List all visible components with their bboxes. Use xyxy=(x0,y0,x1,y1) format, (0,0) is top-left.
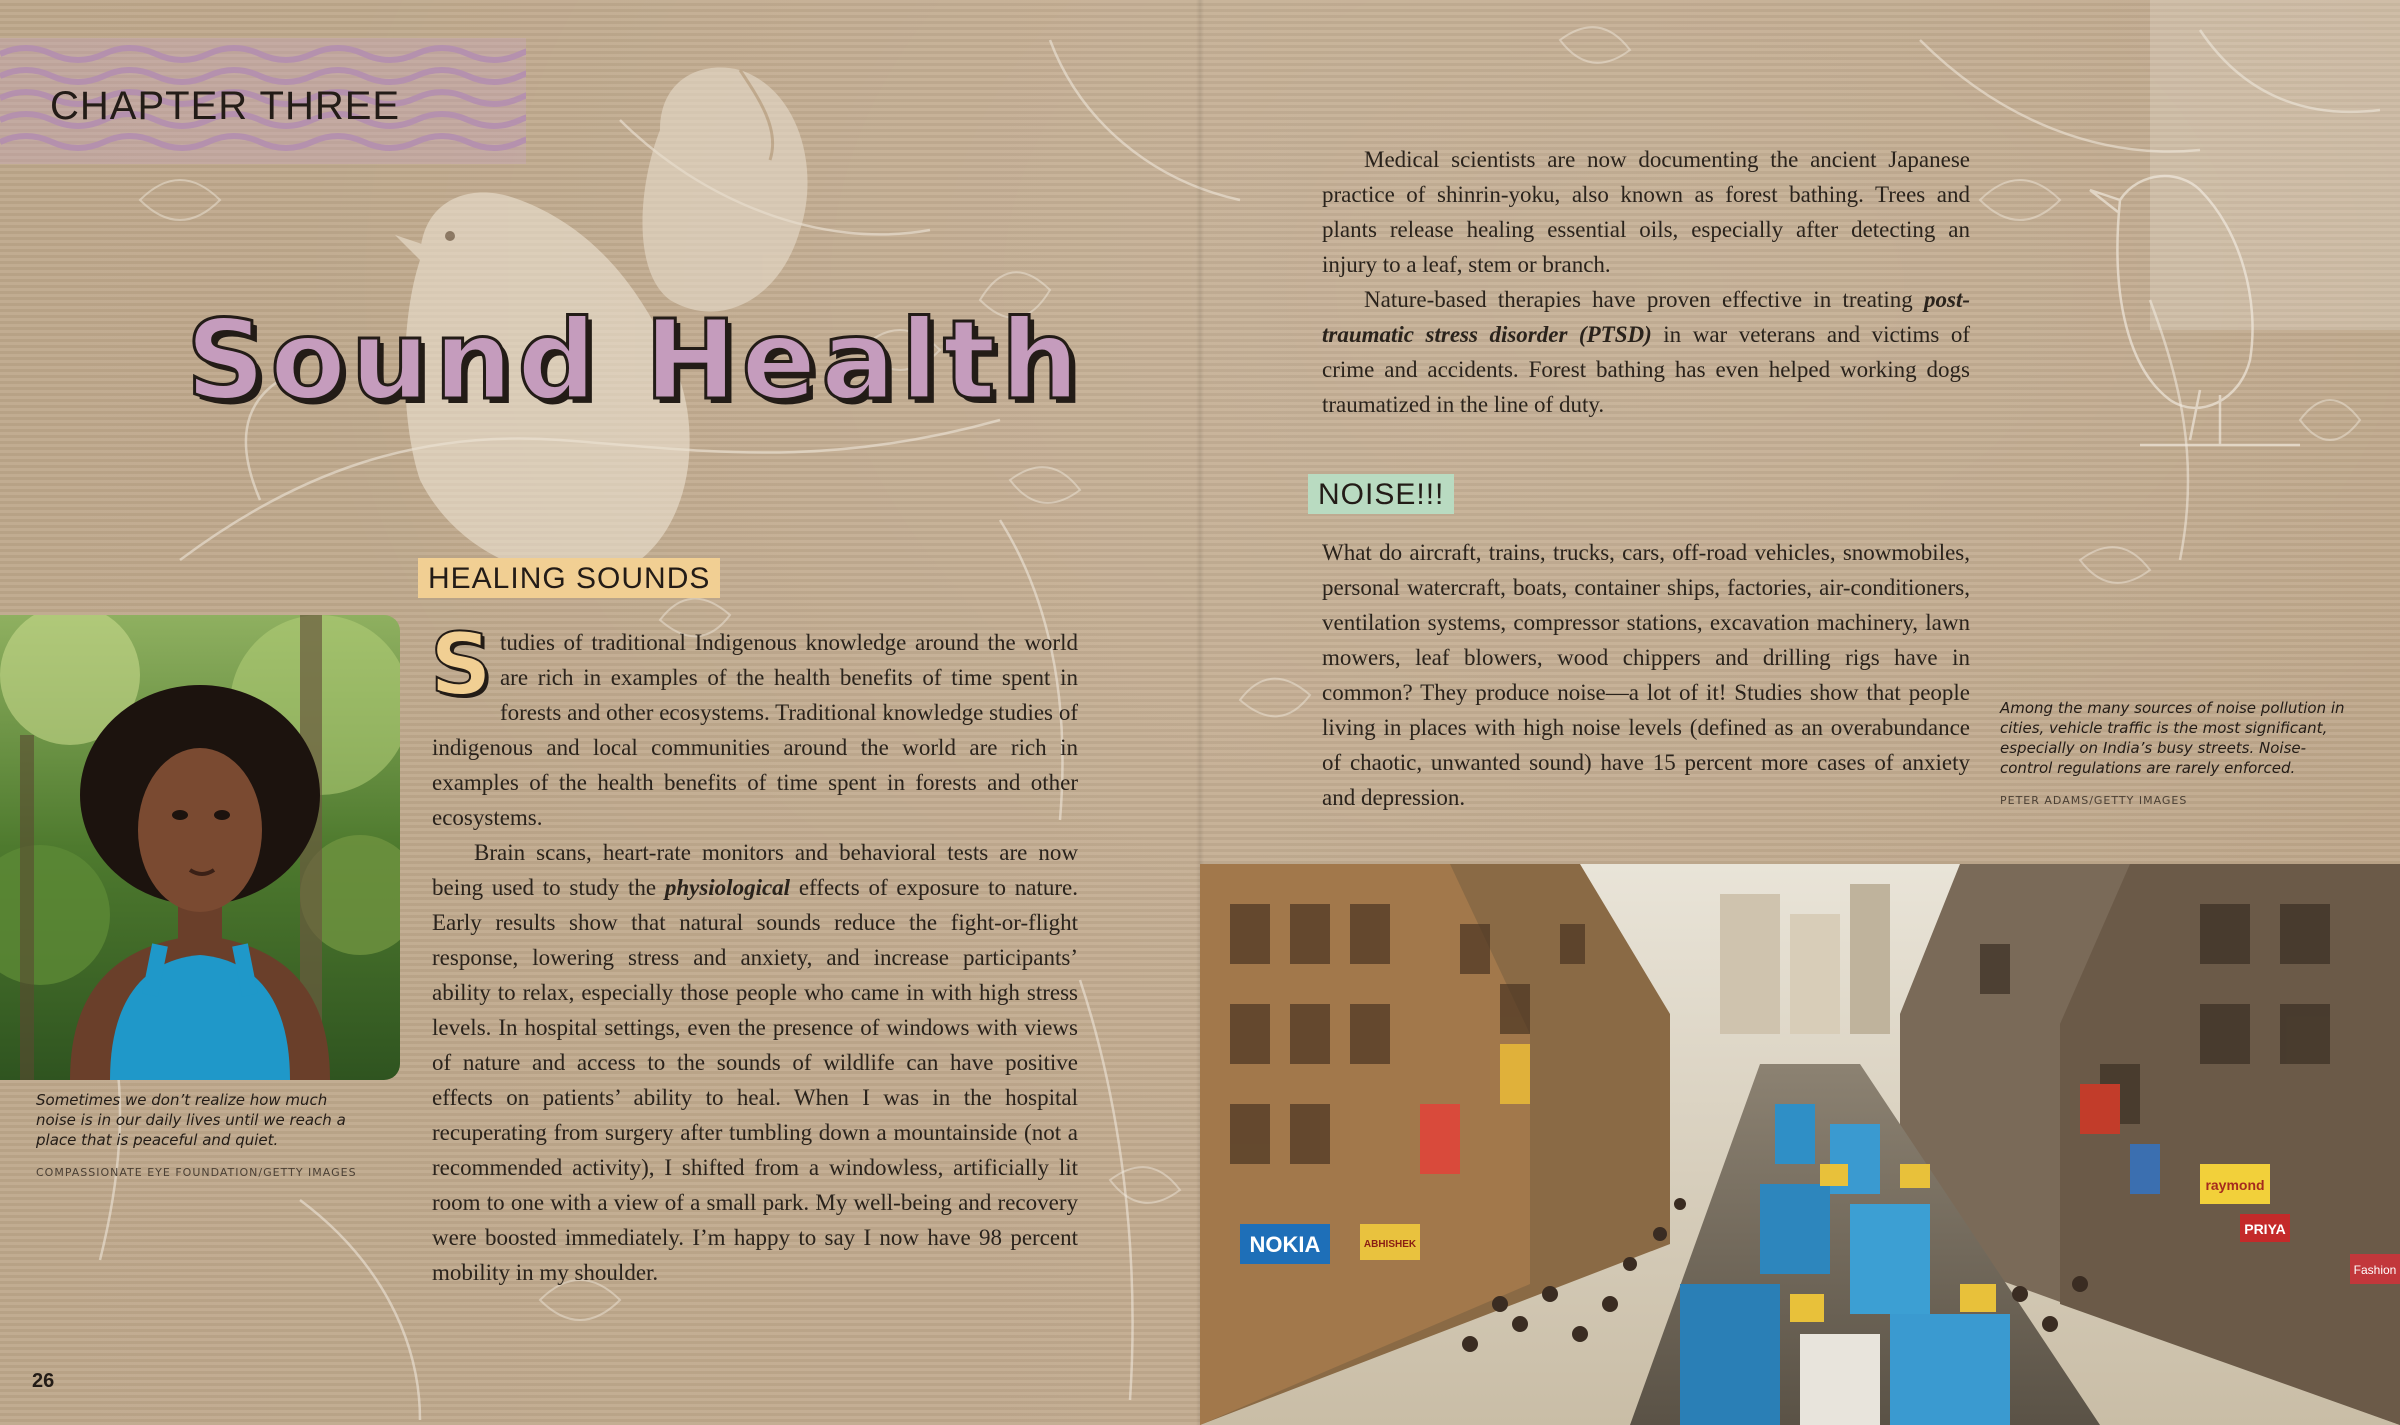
fashion-sign: Fashion xyxy=(2353,1263,2397,1277)
street-photo-credit: PETER ADAMS/GETTY IMAGES xyxy=(2000,794,2188,807)
healing-paragraph-1: Studies of traditional Indigenous knowledge around the world are rich in examples of the health benefits of time spent in forests and other ecosystems. Traditional knowledge studies of indigenous and local communities around the world are rich in examples of the health benefits of time spent in forests and other ecosystems. xyxy=(430,615,1078,830)
abhishek-sign: ABHISHEK xyxy=(1363,1239,1417,1250)
nokia-sign: NOKIA xyxy=(1249,1232,1321,1257)
street-photo-caption: Among the many sources of noise pollution in cities, vehicle traffic is the most significant, especially on India’s busy streets. Noise-control regulations are rarely enforced. xyxy=(2000,699,2345,777)
noise-body xyxy=(1322,535,1970,815)
priya-sign: PRIYA xyxy=(2244,1221,2286,1237)
raymond-sign: raymond xyxy=(2205,1177,2265,1193)
girl-in-forest-photo xyxy=(0,615,400,1080)
section-heading-healing-sounds: HEALING SOUNDS xyxy=(418,558,720,598)
ptsd-paragraph: Nature-based therapies have proven effective in treating post-traumatic stress disorder (PTSD) in war veterans and victims of crime and accidents. Forest bathing has even helped working dogs traumatized in the line of duty. xyxy=(1322,287,1970,417)
girl-photo-credit: COMPASSIONATE EYE FOUNDATION/GETTY IMAGES xyxy=(36,1166,357,1179)
glossary-term-physiological: physiological xyxy=(664,875,791,900)
forest-bathing-paragraph: Medical scientists are now documenting the ancient Japanese practice of shinrin-yoku, also known as forest bathing. Trees and plants release healing essential oils, especially after detecting an injury to a leaf, stem or branch. xyxy=(1322,147,1970,277)
busy-street-photo xyxy=(1200,864,2400,1425)
section-heading-noise: NOISE!!! xyxy=(1308,474,1454,514)
chapter-label: CHAPTER THREE xyxy=(50,84,401,128)
healing-sounds-body xyxy=(430,615,1078,1290)
drop-cap: S xyxy=(430,615,492,715)
healing-paragraph-2: Brain scans, heart-rate monitors and behavioral tests are now being used to study the physiological effects of exposure to nature. Early results show that natural sounds reduce the fight-or-flight response, lowering stress and anxiety, and increase participants’ ability to relax, especially those people who came in with high stress levels. In hospital settings, even the presence of windows with views of nature and access to the sounds of wildlife can have positive effects on patients’ ability to heal. When I was in the hospital recuperating from surgery after tumbling down a mountainside (not a recommended activity), I shifted from a windowless, artificially lit room to one with a view of a small park. My well-being and recovery were boosted immediately. I’m happy to say I now have 98 percent mobility in my shoulder. xyxy=(432,840,1078,1285)
page-number: 26 xyxy=(32,1370,55,1392)
noise-paragraph: What do aircraft, trains, trucks, cars, off-road vehicles, snowmobiles, personal watercraft, boats, container ships, factories, air-conditioners, ventilation systems, compressor stations, excavation machinery, lawn mowers, leaf blowers, wood chippers and drilling rigs have in common? They produce noise—a lot of it! Studies show that people living in places with high noise levels (defined as an overabundance of chaotic, unwanted sound) have 15 percent more cases of anxiety and depression. xyxy=(1322,540,1970,810)
page-title: Sound Health xyxy=(186,296,1084,424)
glossary-term-ptsd: post-traumatic stress disorder (PTSD) xyxy=(1322,287,1970,347)
girl-photo-caption: Sometimes we don’t realize how much noise is in our daily lives until we reach a place that is peaceful and quiet. xyxy=(36,1091,346,1149)
forest-bathing-body xyxy=(1322,142,1970,422)
